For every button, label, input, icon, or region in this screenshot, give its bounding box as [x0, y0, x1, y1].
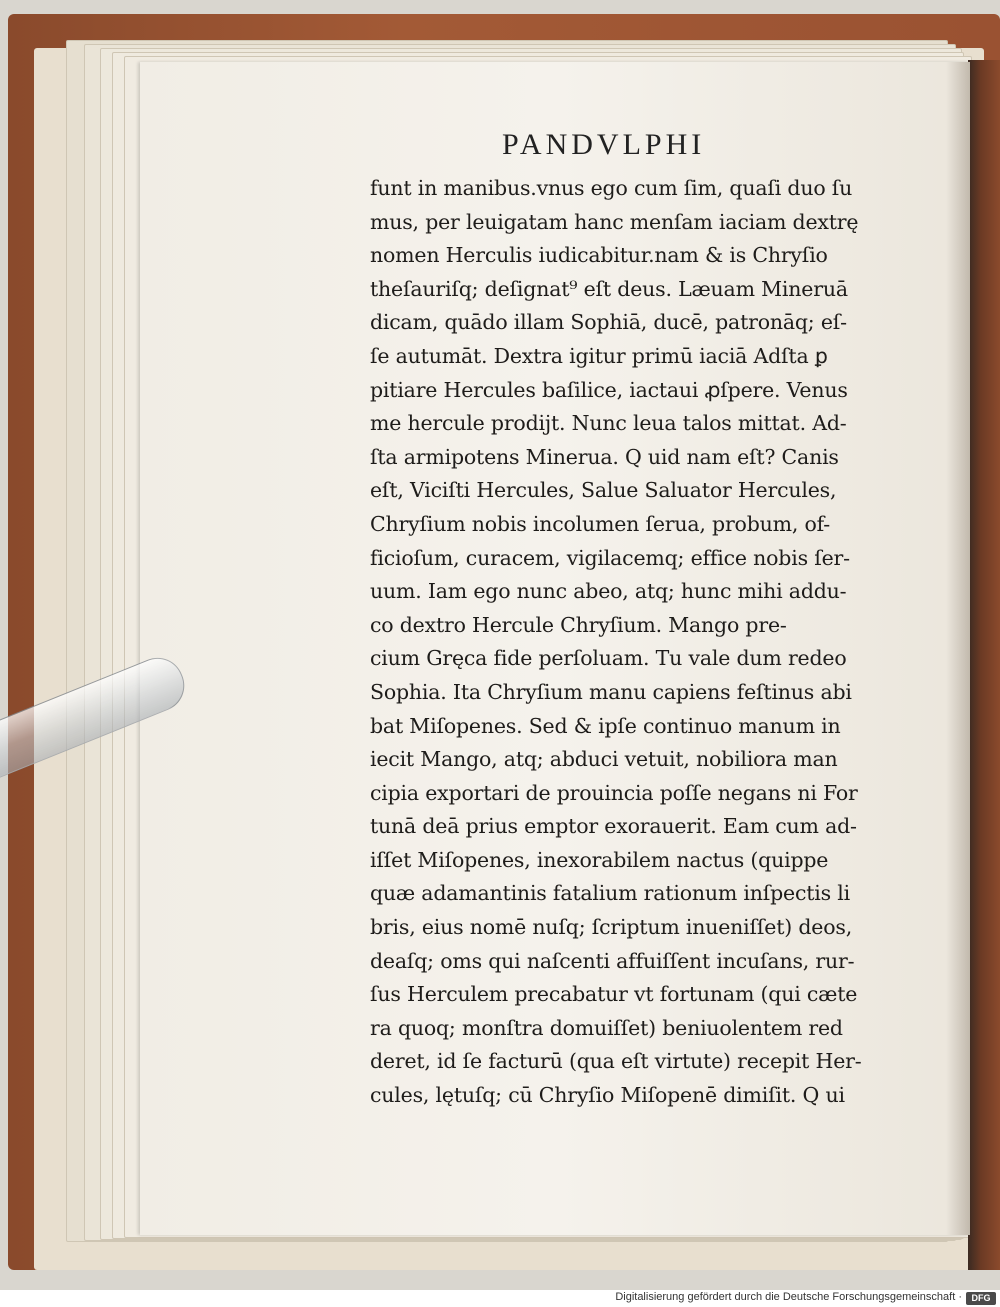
text-line: ſus Herculem precabatur vt fortunam (qui cæte — [370, 982, 858, 1007]
text-line: ſta armipotens Minerua. Q uid nam eſt? Canis — [370, 444, 839, 469]
text-line: quæ adamantinis fatalium rationum inſpectis li — [370, 881, 851, 906]
text-line: me hercule prodijt. Nunc leua talos mittat. Ad- — [370, 411, 847, 436]
text-line: tunā deā prius emptor exorauerit. Eam cum ad- — [370, 814, 857, 839]
running-head: PANDVLPHI — [502, 128, 706, 161]
text-line: Chryſium nobis incolumen ſerua, probum, of- — [370, 511, 831, 536]
dfg-logo: DFG — [966, 1292, 996, 1305]
text-line: co dextro Hercule Chryſium. Mango pre- — [370, 612, 787, 637]
text-line: iecit Mango, atq; abduci vetuit, nobiliora man — [370, 747, 838, 772]
text-line: deret, id ſe facturū (qua eſt virtute) recepit Her- — [370, 1049, 862, 1074]
text-line: bat Miſopenes. Sed & ipſe continuo manum in — [370, 713, 841, 738]
text-line: ſe autumāt. Dextra igitur primū iaciā Adſta ꝑ — [370, 343, 828, 368]
text-line: eſt, Viciſti Hercules, Salue Saluator Hercules, — [370, 478, 837, 503]
book-spine — [968, 60, 1000, 1270]
text-line: cium Gręca fide perſoluam. Tu vale dum redeo — [370, 646, 847, 671]
text-line: cipia exportari de prouincia poſſe negans ni For — [370, 780, 858, 805]
text-block — [370, 172, 950, 1113]
text-line: ra quoq; monſtra domuiſſet) beniuolentem red — [370, 1015, 843, 1040]
footer-credit: Digitalisierung gefördert durch die Deutsche Forschungsgemeinschaft · — [615, 1291, 962, 1303]
text-line: theſauriſq; deſignat⁹ eſt deus. Læuam Mineruā — [370, 276, 848, 301]
text-line: mus, per leuigatam hanc menſam iaciam dextrę — [370, 209, 859, 234]
text-line: ficioſum, curacem, vigilacemq; effice nobis ſer- — [370, 545, 850, 570]
text-line: funt in manibus.vnus ego cum ſim, quaſi duo ſu — [370, 176, 853, 200]
text-line: cules, lętuſq; cū Chryſio Miſopenē dimiſit. Q ui — [370, 1083, 845, 1108]
text-line: pitiare Hercules baſilice, iactaui ꝓſpere. Venus — [370, 377, 848, 402]
text-line: iſſet Miſopenes, inexorabilem nactus (quippe — [370, 847, 829, 872]
text-line: bris, eius nomē nuſq; ſcriptum inueniſſet) deos, — [370, 915, 853, 940]
text-line: Sophia. Ita Chryſium manu capiens feſtinus abi — [370, 679, 852, 704]
text-line: nomen Herculis iudicabitur.nam & is Chryſio — [370, 243, 828, 268]
text-line: dicam, quādo illam Sophiā, ducē, patronāq; eſ- — [370, 310, 847, 335]
text-line: deaſq; oms qui naſcenti affuiſſent incuſans, rur- — [370, 948, 855, 973]
text-line: uum. Iam ego nunc abeo, atq; hunc mihi addu- — [370, 579, 847, 604]
